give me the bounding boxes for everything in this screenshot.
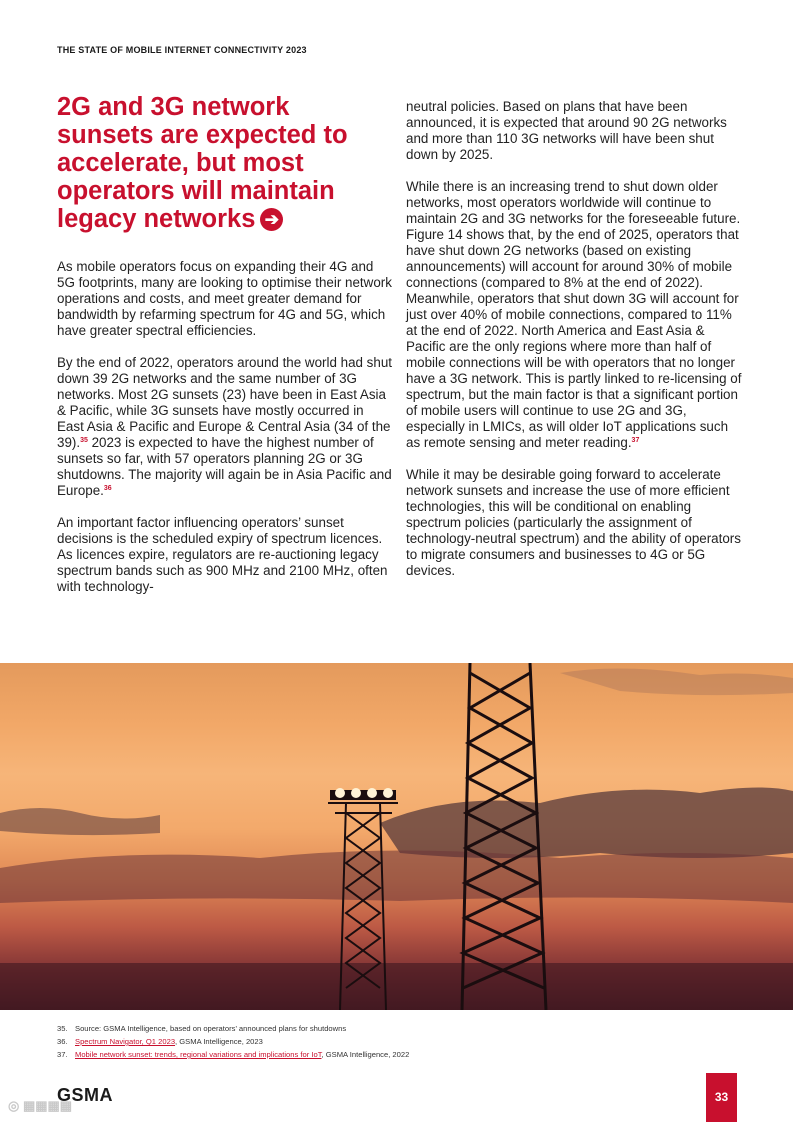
right-column — [406, 99, 742, 595]
arrow-right-circle-icon[interactable]: ➔ — [260, 208, 283, 231]
footnote-ref[interactable]: 36 — [103, 485, 112, 492]
report-header: THE STATE OF MOBILE INTERNET CONNECTIVITY 2023 — [57, 45, 307, 55]
footnote-ref[interactable]: 37 — [631, 437, 640, 444]
watermark: ◎ ▦▦▦▦ — [8, 1098, 73, 1113]
footnote-link[interactable]: Mobile network sunset: trends, regional variations and implications for IoT — [75, 1050, 322, 1059]
paragraph: While it may be desirable going forward to accelerate network sunsets and increase the use of more efficient technologies, this will be conditional on enabling spectrum policies (particularly the assignment of technology-neutral spectrum) and the ability of operators to migrate consumers and businesses to 4G or 5G devices. — [406, 467, 741, 578]
paragraph: While there is an increasing trend to shut down older networks, most operators worldwide will continue to maintain 2G and 3G networks for the foreseeable future. Figure 14 shows that, by the end of 2025, operators that have shut down 2G networks (based on existing announcements) will account for around 30% of mobile connections (compared to 8% at the end of 2022). Meanwhile, operators that shut down 3G will account for just over 40% of mobile connections, compared to 11% at the end of 2022. North America and East Asia & Pacific are the only regions where more than half of mobile connections will be with operators that no longer have a 3G network. This is partly linked to re-licensing of spectrum, but the main factor is that a significant portion of mobile users will continue to use 2G and 3G, especially in LMICs, as will older IoT applications such as remote sensing and meter reading.$^{37}$ — [406, 179, 742, 450]
gsma-logo: GSMA — [57, 1085, 113, 1105]
paragraph: neutral policies. Based on plans that have been announced, it is expected that around 90 2G networks and more than 110 3G networks will have been shut down by 2025. — [406, 99, 727, 162]
left-column — [57, 259, 392, 611]
footnote-ref[interactable]: 35 — [80, 437, 88, 444]
section-title — [57, 93, 377, 233]
paragraph: An important factor influencing operators’ sunset decisions is the scheduled expiry of spectrum licences. As licences expire, regulators are re-auctioning legacy spectrum bands such as 900 MHz and 2100 MHz, often with technology- — [57, 515, 388, 594]
photo-illustration — [0, 663, 793, 1010]
footnote: 35. Source: GSMA Intelligence, based on operators’ announced plans for shutdowns — [57, 1024, 347, 1033]
footnotes — [57, 1022, 409, 1061]
page-number: 33 — [706, 1073, 737, 1122]
section-title-text: 2G and 3G network sunsets are expected to accelerate, but most operators will maintain legacy networks — [57, 93, 348, 233]
paragraph: By the end of 2022, operators around the world had shut down 39 2G networks and the same number of 3G networks. Most 2G sunsets (23) have been in East Asia & Pacific, while 3G sunsets have mostly occurred in East Asia & Pacific and Europe & Central Asia (34 of the 39).$^{35}$ 2023 is expected to have the highest number of sunsets so far, with 57 operators planning 2G or 3G shutdowns. The majority will again be in Asia Pacific and Europe.$^{36}$ — [57, 355, 392, 498]
footnote: 37. Mobile network sunset: trends, regional variations and implications for IoT, GSMA Intelligence, 2022 — [57, 1050, 410, 1059]
sunset-tower-photo — [0, 663, 793, 1010]
footnote-link[interactable]: Spectrum Navigator, Q1 2023 — [75, 1037, 176, 1046]
footnote: 36. Spectrum Navigator, Q1 2023, GSMA Intelligence, 2023 — [57, 1037, 263, 1046]
paragraph: As mobile operators focus on expanding their 4G and 5G footprints, many are looking to optimise their network operations and costs, and meet greater demand for bandwidth by refarming spectrum for 4G and 5G, which have greater spectral efficiencies. — [57, 259, 392, 338]
